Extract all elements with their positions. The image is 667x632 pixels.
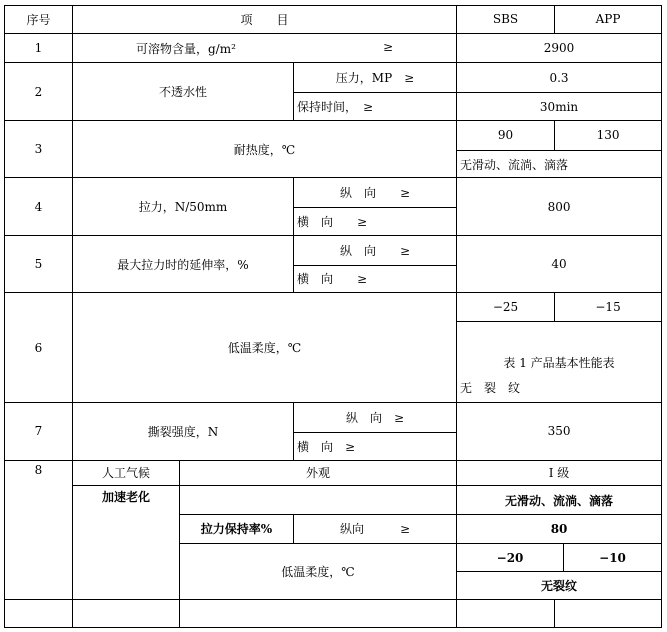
- row-7-sub1: 纵 向 ≥: [294, 403, 457, 433]
- row-4a: [5, 178, 662, 208]
- table-caption: 表 1 产品基本性能表: [503, 356, 615, 371]
- row-5a: [5, 235, 662, 265]
- empty-cell: [5, 600, 73, 628]
- row-4-value: 800: [457, 178, 662, 235]
- row-2a: [5, 63, 662, 93]
- row-5-sub2: 横 向 ≥: [294, 265, 457, 293]
- row-1-item-label: 可溶物含量，g/m²: [136, 41, 236, 56]
- row-2-sub1: 压力，MP ≥: [294, 63, 457, 93]
- row-8-group2: 加速老化: [73, 486, 180, 600]
- row-5-sub1: 纵 向 ≥: [294, 235, 457, 265]
- row-8-tensile-value: 80: [457, 515, 662, 544]
- row-3-item: 耐热度，℃: [73, 120, 457, 177]
- row-3-app: 130: [555, 120, 662, 150]
- row-6-note: 无 裂 纹: [460, 381, 521, 396]
- properties-table: [4, 5, 662, 628]
- header-app: APP: [555, 6, 662, 34]
- row-2-item: 不透水性: [73, 63, 294, 120]
- header-no: 序号: [5, 6, 73, 34]
- row-5-value: 40: [457, 235, 662, 292]
- row-6-app: −15: [555, 293, 662, 322]
- row-8-no: 8: [5, 460, 73, 600]
- row-8-group: 人工气候: [73, 460, 180, 486]
- row-5-no: 5: [5, 235, 73, 292]
- row-4-sub2: 横 向 ≥: [294, 208, 457, 236]
- row-4-no: 4: [5, 178, 73, 235]
- row-8-tensile-cond: 纵向 ≥: [294, 515, 457, 544]
- empty-cell: [457, 600, 555, 628]
- row-7a: [5, 403, 662, 433]
- row-8-item: 外观: [180, 460, 457, 486]
- row-2-sub2: 保持时间， ≥: [294, 93, 457, 121]
- row-7-value: 350: [457, 403, 662, 460]
- empty-cell: [180, 600, 457, 628]
- row-1-no: 1: [5, 33, 73, 63]
- row-5-item: 最大拉力时的延伸率，%: [73, 235, 294, 292]
- row-8-tensile-label: 拉力保持率%: [180, 515, 294, 544]
- row-8-lowtemp-app: −10: [564, 543, 662, 572]
- row-1-item: [73, 33, 457, 63]
- row-1-condition: ≥: [382, 39, 394, 54]
- row-8b: [5, 486, 662, 515]
- row-2-val2: 30min: [457, 93, 662, 121]
- row-3a: [5, 120, 662, 150]
- row-8-lowtemp-sbs: −20: [457, 543, 564, 572]
- row-6-detail: [457, 322, 662, 403]
- row-8-appearance-note: 无滑动、流淌、滴落: [457, 486, 662, 515]
- row-7-sub2: 横 向 ≥: [294, 432, 457, 460]
- row-3-no: 3: [5, 120, 73, 177]
- row-6-no: 6: [5, 293, 73, 403]
- row-7-item: 撕裂强度，N: [73, 403, 294, 460]
- row-2-val1: 0.3: [457, 63, 662, 93]
- empty-cell: [73, 600, 180, 628]
- empty-row: [5, 600, 662, 628]
- row-8a: [5, 460, 662, 486]
- empty-cell: [555, 600, 662, 628]
- row-7-no: 7: [5, 403, 73, 460]
- row-4-item: 拉力，N/50mm: [73, 178, 294, 235]
- row-1-value: 2900: [457, 33, 662, 63]
- row-8-lowtemp-label: 低温柔度，℃: [180, 543, 457, 599]
- row-8-lowtemp-note: 无裂纹: [457, 572, 662, 600]
- row-4-sub1: 纵 向 ≥: [294, 178, 457, 208]
- row-3-sbs: 90: [457, 120, 555, 150]
- row-8-blank: [180, 486, 457, 515]
- row-6a: [5, 293, 662, 322]
- row-1: [5, 33, 662, 63]
- row-8-value: I 级: [457, 460, 662, 486]
- row-6-sbs: −25: [457, 293, 555, 322]
- row-3-note: 无滑动、流淌、滴落: [457, 150, 662, 178]
- header-item: 项 目: [73, 6, 457, 34]
- row-6-item: 低温柔度，℃: [73, 293, 457, 403]
- header-sbs: SBS: [457, 6, 555, 34]
- header-row: [5, 6, 662, 34]
- row-2-no: 2: [5, 63, 73, 120]
